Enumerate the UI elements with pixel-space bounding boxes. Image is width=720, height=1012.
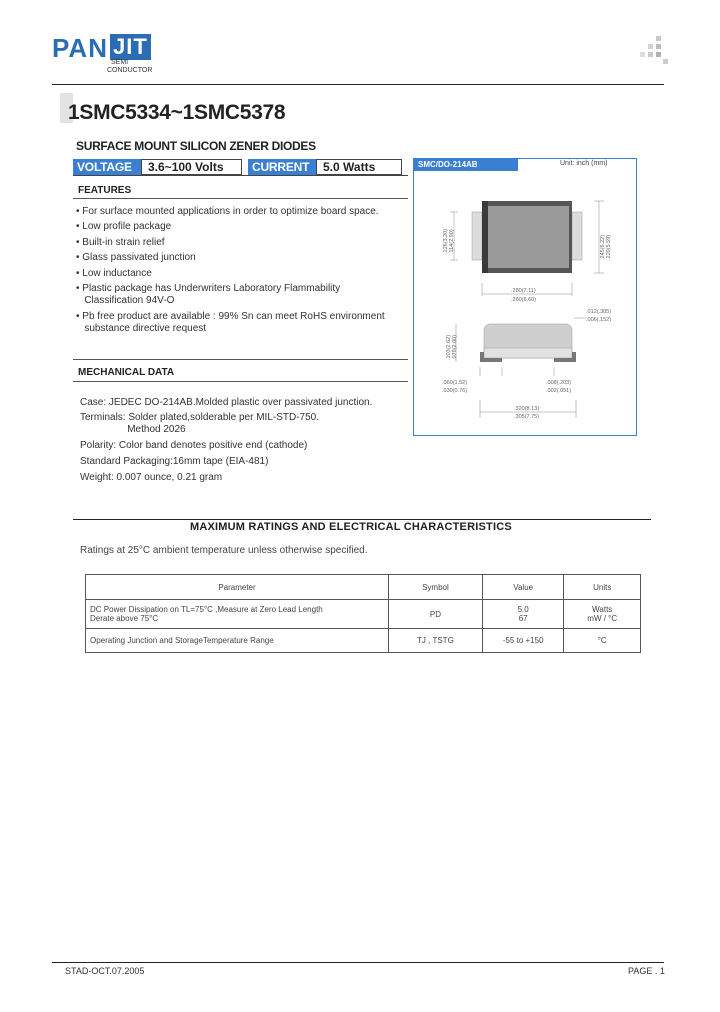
- mechanical-line: Terminals: Solder plated,solderable per MIL-STD-750.: [80, 412, 319, 423]
- current-value: 5.0 Watts: [316, 159, 402, 175]
- body-top-inner: [485, 206, 569, 268]
- footer-page: PAGE . 1: [628, 966, 665, 976]
- dim-w2: .260(6.60): [511, 297, 537, 303]
- symbol-cell: TJ , TSTG: [389, 629, 483, 653]
- features-heading: FEATURES: [78, 185, 132, 196]
- mechanical-heading: MECHANICAL DATA: [78, 367, 175, 378]
- dim-a2: .114(2.90): [449, 229, 455, 254]
- logo-text-jit: JIT: [110, 34, 151, 60]
- lead-right-top: [572, 212, 582, 260]
- dim-c2: .079(2.00): [452, 334, 458, 360]
- package-name: SMC/DO-214AB: [414, 159, 518, 171]
- table-row: [86, 629, 641, 653]
- ratings-rule: [73, 519, 651, 520]
- page-title: 1SMC5334~1SMC5378: [68, 101, 286, 124]
- value-line: 67: [518, 614, 528, 623]
- feature-item: • Pb free product are available : 99% Sn can meet RoHS environment: [76, 310, 385, 322]
- features-list: [76, 204, 385, 337]
- dim-c1: .103(2.62): [446, 334, 452, 360]
- logo-sub-conductor: CONDUCTOR: [107, 67, 153, 74]
- feature-item: • Low inductance: [76, 267, 152, 279]
- feature-item: • Glass passivated junction: [76, 252, 196, 264]
- mechanical-line: Standard Packaging:16mm tape (EIA-481): [80, 456, 269, 467]
- mechanical-line: Polarity: Color band denotes positive end (cathode): [80, 440, 308, 451]
- unit-cell: °C: [564, 629, 641, 653]
- table-row: [86, 600, 641, 629]
- dim-e2: .002(.051): [546, 388, 572, 394]
- mechanical-line: Weight: 0.007 ounce, 0.21 gram: [80, 472, 223, 483]
- voltage-label: VOLTAGE: [73, 159, 144, 175]
- dim-b1: .012(.305): [586, 309, 612, 315]
- unit-line: Watts: [592, 605, 613, 614]
- feature-item: • Low profile package: [76, 221, 172, 233]
- dim-h1: .245(6.22): [600, 234, 606, 260]
- mechanical-line: Method 2026: [80, 424, 186, 435]
- page-subtitle: SURFACE MOUNT SILICON ZENER DIODES: [76, 139, 316, 153]
- ratings-note: Ratings at 25°C ambient temperature unless otherwise specified.: [80, 545, 368, 556]
- feature-item: substance directive request: [76, 323, 207, 335]
- logo-text-pan: PAN: [52, 33, 108, 63]
- footer-rule: [52, 962, 664, 963]
- param-cell: [86, 600, 389, 629]
- feature-item: • For surface mounted applications in order to optimize board space.: [76, 206, 379, 217]
- features-rule: [73, 198, 408, 199]
- ratings-table: [85, 574, 641, 653]
- lead-left-top: [472, 212, 482, 260]
- value-line: 5.0: [517, 605, 529, 614]
- dim-w1: .280(7.11): [511, 288, 536, 294]
- spec-rule: [73, 175, 408, 176]
- mechanical-top-rule: [73, 359, 408, 360]
- param-line: DC Power Dissipation on TL=75°C ,Measure at Zero Lead Length: [90, 605, 323, 614]
- col-header-symbol: Symbol: [389, 575, 483, 600]
- dim-d2: .030(0.76): [442, 388, 468, 394]
- package-outline-drawing: [414, 172, 634, 434]
- feature-item: • Built-in strain relief: [76, 236, 165, 248]
- current-label: CURRENT: [248, 159, 320, 175]
- symbol-cell: PD: [389, 600, 483, 629]
- dim-f2: .305(7.75): [514, 414, 540, 420]
- footer-date: STAD-OCT.07.2005: [65, 966, 145, 976]
- value-cell: [482, 600, 564, 629]
- header-rule: [52, 84, 664, 85]
- dim-a1: .126(3.20): [443, 228, 449, 254]
- mechanical-rule: [73, 381, 408, 382]
- mechanical-list: [80, 395, 372, 485]
- package-unit: Unit: inch (mm): [560, 160, 608, 167]
- dim-b2: .006(.152): [586, 317, 612, 323]
- logo-subtitle: [107, 59, 152, 75]
- col-header-value: Value: [482, 575, 564, 600]
- feature-item: Classification 94V-O: [76, 295, 175, 307]
- unit-line: mW / °C: [587, 614, 618, 623]
- voltage-value: 3.6~100 Volts: [141, 159, 242, 175]
- dim-h2: .220(5.59): [606, 234, 612, 260]
- table-header-row: [86, 575, 641, 600]
- dim-e1: .008(.203): [546, 380, 572, 386]
- mechanical-line: Case: JEDEC DO-214AB.Molded plastic over passivated junction.: [80, 397, 373, 408]
- cathode-band: [482, 201, 488, 273]
- value-cell: -55 to +150: [482, 629, 564, 653]
- feature-item: • Plastic package has Underwriters Laboratory Flammability: [76, 283, 341, 295]
- col-header-parameter: Parameter: [86, 575, 389, 600]
- dim-f1: .320(8.13): [514, 406, 540, 412]
- dim-d1: .060(1.52): [442, 380, 468, 386]
- col-header-units: Units: [564, 575, 641, 600]
- logo-sub-semi: SEMI: [111, 59, 129, 66]
- param-cell: Operating Junction and StorageTemperature Range: [86, 629, 389, 653]
- unit-cell: [564, 600, 641, 629]
- corner-dots-icon: [640, 36, 668, 64]
- ratings-heading: MAXIMUM RATINGS AND ELECTRICAL CHARACTERISTICS: [190, 521, 512, 533]
- param-line: Derate above 75°C: [90, 614, 159, 623]
